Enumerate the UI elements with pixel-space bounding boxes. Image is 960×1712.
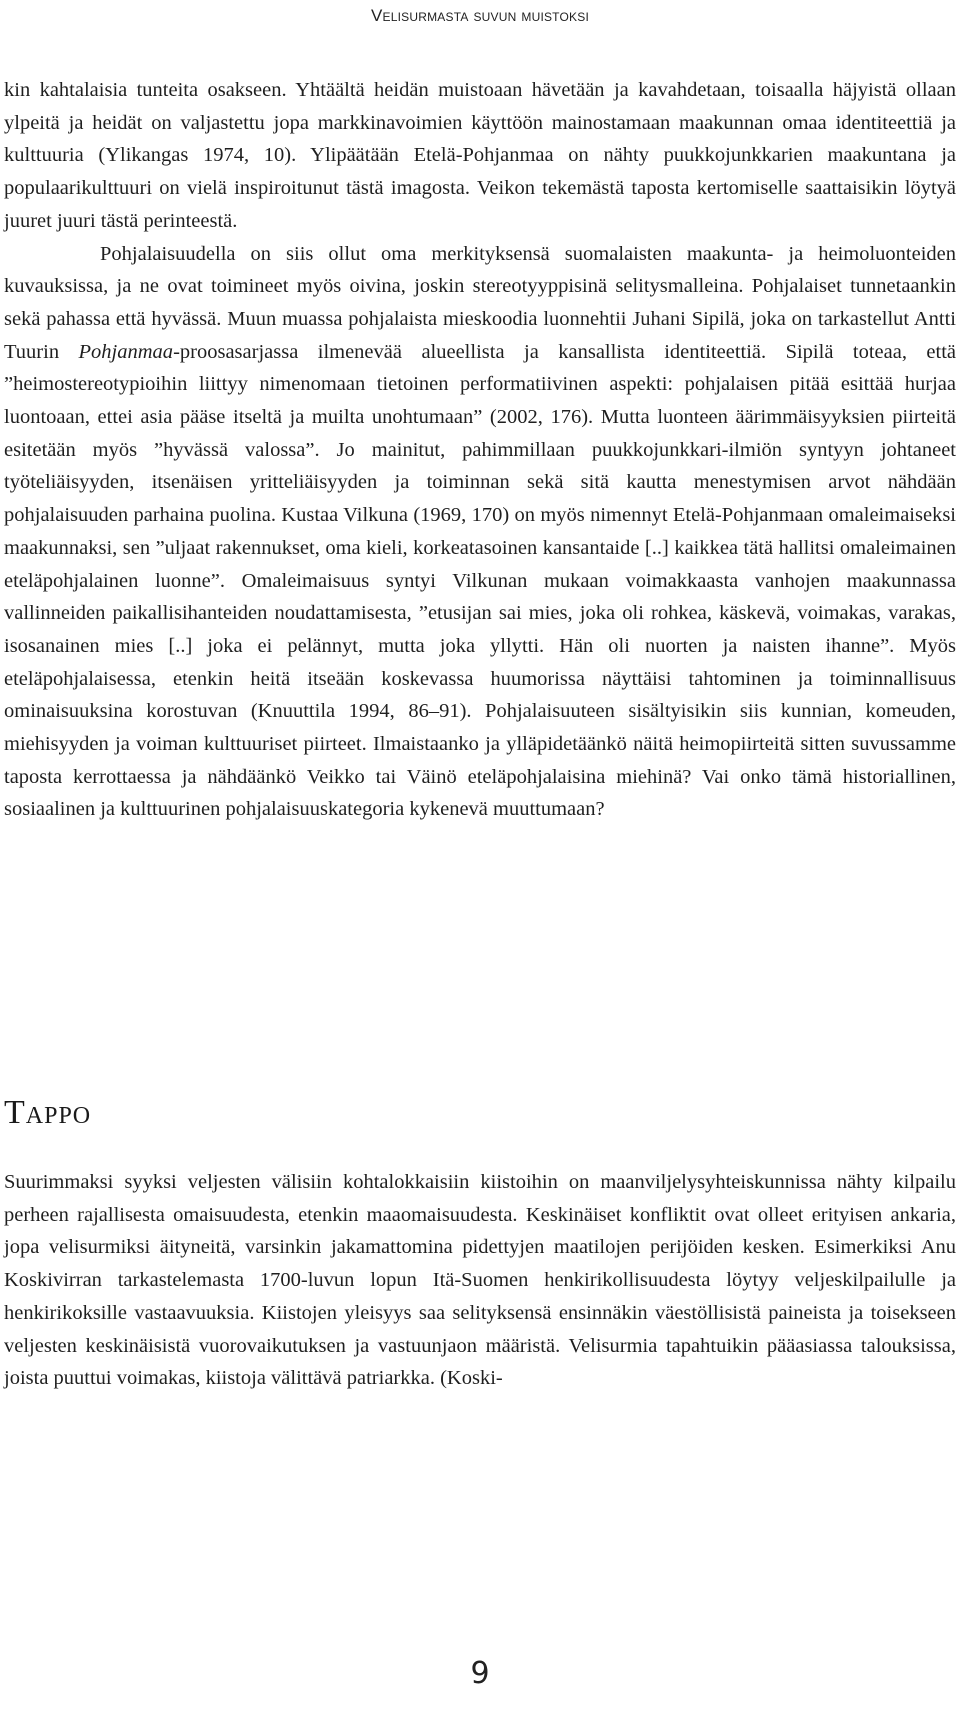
paragraph-1-text: kin kahtalaisia tunteita osakseen. Yhtäältä heidän muistoaan hävetään ja kavahdetaan, toisaalla häjyistä ollaan ylpeitä ja heidät on valjastettu jopa markkinavoimien käyttöön mainostamaan maakunnan omaa identiteettiä ja kulttuuria (Ylikangas 1974, 10). Ylipäätään Etelä-Pohjanmaa on nähty puukkojunkkarien maakuntana ja populaarikulttuuri on vielä inspiroitunut tästä imagosta. Veikon tekemästä taposta kertomiselle saattaisikin löytyä juuret juuri tästä perinteestä. [4,79,956,232]
paragraph-2-text-after: -proosasarjassa ilmenevää alueellista ja kansallista identiteettiä. Sipilä toteaa, että ”heimostereotypioihin liittyy nimenomaan tietoinen performatiivinen aspekti: pohjalaisen pitää esittää hurjaa luontoaan, ettei asia pääse itseltä ja muilta unohtumaan” (2002, 176). Mutta luonteen äärimmäisyyksien piirteitä esitetään myös ”hyvässä valossa”. Jo mainitut, pahimmillaan puukkojunkkari-ilmiön syntyyn johtaneet työteliäisyyden, itsenäisen yritteliäisyyden ja toiminnan sekä sitä kautta menestymisen arvot nähdään pohjalaisuuden parhaina puolina. Kustaa Vilkuna (1969, 170) on myös nimennyt Etelä-Pohjanmaan omaleimaiseksi maakunnaksi, sen ”uljaat rakennukset, oma kieli, korkeatasoinen kansantaide [..] kaikkea tätä hallitsi omaleimainen eteläpohjalainen luonne”. Omaleimaisuus syntyi Vilkunan mukaan voimakkaasta vanhojen maakunnassa vallinneiden paikallisihanteiden noudattamisesta, ”etusijan sai mies, joka oli rohkea, käskevä, voimakas, varakas, isosanainen mies [..] joka ei pelännyt, mutta joka yllytti. Hän oli nuorten ja naisten ihanne”. Myös eteläpohjalaisessa, etenkin heitä itseään koskevassa huumorissa näyttäisi tahtominen ja toiminnallisuus ominaisuuksina korostuvan (Knuuttila 1994, 86–91). Pohjalaisuuteen sisältyisikin siis kunnian, komeuden, miehisyyden ja voiman kulttuuriset piirteet. Ilmaistaanko ja ylläpidetäänkö näitä heimopiirteitä sitten suvussamme taposta kerrottaessa ja nähdäänkö Veikko tai Väinö eteläpohjalaisina miehinä? Vai onko tämä historiallinen, sosiaalinen ja kulttuurinen pohjalaisuuskategoria kykenevä muuttumaan? [4,340,956,821]
section-heading: Tappo [4,1094,92,1131]
section-paragraph: Suurimmaksi syyksi veljesten välisiin kohtalokkaisiin kiistoihin on maanviljelysyhteiskunnissa nähty kilpailu perheen rajallisesta omaisuudesta, etenkin maaomaisuudesta. Keskinäiset konfliktit ovat olleet erityisen ankaria, jopa velisurmiksi äityneitä, varsinkin jakamattomina pidettyjen maatilojen perijöiden kesken. Esimerkiksi Anu Koskivirran tarkastelemasta 1700-luvun lopun Itä-Suomen henkirikollisuudesta löytyy veljeskilpailulle ja henkirikoksille vastaavuuksia. Kiistojen yleisyys saa selityksensä ensinnäkin väestöllisistä paineista ja toisekseen veljesten keskinäisistä vuorovaikutuksen ja vastuunjaon määristä. Velisurmia tapahtuikin pääasiassa talouksissa, joista puuttui voimakas, kiistoja välittävä patriarkka. (Koski- [4,1171,956,1390]
body-text-block [4,74,956,826]
page-number: 9 [470,1656,490,1691]
running-head: Velisurmasta suvun muistoksi [371,6,589,25]
paragraph-2-text-before: Pohjalaisuudella on siis ollut oma merkityksensä suomalaisten maakunta- ja heimoluonteiden kuvauksissa, ja ne ovat toimineet myös oivina, joskin stereotyyppisinä selitysmalleina. Pohjalaiset tunnetaankin sekä pahassa että hyvässä. Muun muassa pohjalaista mieskoodia luonnehtii Juhani Sipilä, joka on tarkastellut Antti Tuurin [4,242,956,363]
paragraph-2 [4,238,956,827]
paragraph-1 [4,74,956,238]
italic-title: Pohjanmaa [78,340,174,363]
section-body [4,1166,956,1395]
